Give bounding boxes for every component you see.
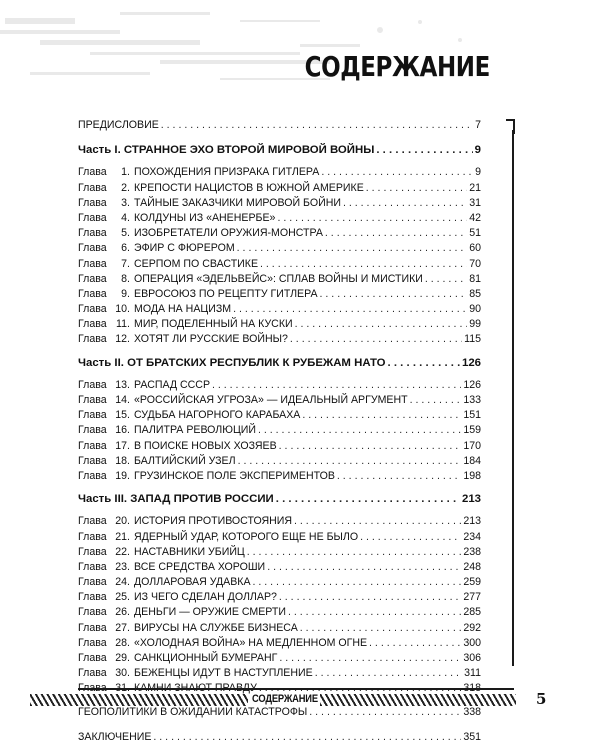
chapter-word: Глава bbox=[78, 333, 107, 346]
toc-chapter bbox=[78, 302, 481, 317]
toc-chapter bbox=[78, 226, 481, 241]
leader-dots bbox=[337, 469, 461, 484]
chapter-entry bbox=[78, 181, 364, 196]
chapter-title: ПАЛИТРА РЕВОЛЮЦИЙ bbox=[134, 424, 257, 437]
preface-page: 7 bbox=[475, 119, 481, 131]
chapter-page: 248 bbox=[463, 560, 481, 573]
chapter-word: Глава bbox=[78, 181, 107, 194]
leader-dots bbox=[212, 378, 461, 393]
chapter-number: 18. bbox=[115, 454, 130, 467]
chapter-number: 16. bbox=[115, 424, 130, 437]
running-title: СОДЕРЖАНИЕ bbox=[252, 693, 318, 705]
toc-chapter bbox=[78, 666, 481, 681]
chapter-entry bbox=[78, 590, 277, 605]
chapter-page: 60 bbox=[469, 242, 481, 255]
toc-chapter bbox=[78, 575, 481, 590]
chapter-page: 170 bbox=[463, 439, 481, 452]
toc-chapter bbox=[78, 196, 481, 211]
chapter-title: СЕРПОМ ПО СВАСТИКЕ bbox=[134, 257, 259, 270]
toc-chapter bbox=[78, 211, 481, 226]
toc-chapter bbox=[78, 469, 481, 484]
chapter-page: 159 bbox=[463, 424, 481, 437]
chapter-entry bbox=[78, 454, 236, 469]
chapter-word: Глава bbox=[78, 303, 107, 316]
chapter-number: 19. bbox=[115, 469, 130, 482]
chapter-word: Глава bbox=[78, 530, 107, 543]
toc-chapter bbox=[78, 393, 481, 408]
chapter-number: 29. bbox=[115, 652, 130, 664]
chapter-title: ИСТОРИЯ ПРОТИВОСТОЯНИЯ bbox=[134, 515, 293, 528]
leader-dots bbox=[325, 226, 467, 241]
chapter-page: 213 bbox=[463, 515, 481, 528]
toc-chapter bbox=[78, 317, 481, 332]
chapter-title: ТАЙНЫЕ ЗАКАЗЧИКИ МИРОВОЙ БОЙНИ bbox=[134, 196, 341, 209]
toc-chapter bbox=[78, 514, 481, 529]
toc-chapter bbox=[78, 605, 481, 620]
chapter-word: Глава bbox=[78, 439, 107, 452]
conclusion-page: 351 bbox=[463, 730, 481, 743]
chapter-entry bbox=[78, 241, 235, 256]
toc-chapter bbox=[78, 530, 481, 545]
chapter-page: 126 bbox=[463, 378, 481, 391]
leader-dots bbox=[309, 705, 461, 720]
chapter-number: 6. bbox=[121, 242, 130, 255]
leader-dots bbox=[153, 730, 461, 745]
chapter-page: 99 bbox=[469, 318, 481, 331]
chapter-entry bbox=[78, 378, 210, 393]
chapter-word: Глава bbox=[78, 560, 107, 573]
chapter-title: ОПЕРАЦИЯ «ЭДЕЛЬВЕЙС»: СПЛАВ ВОЙНЫ И МИСТИКИ bbox=[134, 272, 423, 285]
chapter-page: 277 bbox=[463, 591, 481, 604]
chapter-word: Глава bbox=[78, 545, 107, 558]
chapter-page: 81 bbox=[469, 272, 481, 285]
leader-dots bbox=[410, 393, 462, 408]
chapter-page: 115 bbox=[464, 333, 481, 346]
leader-dots bbox=[321, 165, 473, 180]
chapter-entry bbox=[78, 165, 319, 180]
chapter-entry bbox=[78, 393, 408, 408]
grunge-corner-decoration bbox=[0, 0, 600, 130]
leader-dots bbox=[288, 605, 461, 620]
chapter-title: БЕЖЕНЦЫ ИДУТ В НАСТУПЛЕНИЕ bbox=[134, 667, 313, 680]
footer-hatch-right bbox=[320, 694, 516, 706]
preface-label: ПРЕДИСЛОВИЕ bbox=[78, 119, 159, 131]
chapter-number: 23. bbox=[115, 560, 130, 573]
chapter-page: 300 bbox=[463, 636, 481, 649]
leader-dots bbox=[277, 211, 467, 226]
chapter-word: Глава bbox=[78, 166, 107, 179]
chapter-entry bbox=[78, 651, 277, 666]
chapter-title: БАЛТИЙСКИЙ УЗЕЛ bbox=[134, 454, 236, 467]
chapter-page: 42 bbox=[469, 211, 481, 224]
chapter-word: Глава bbox=[78, 227, 107, 240]
leader-dots bbox=[238, 454, 462, 469]
toc-geopolitics bbox=[78, 705, 481, 720]
part-label: Часть II. ОТ БРАТСКИХ РЕСПУБЛИК К РУБЕЖАМ НАТО bbox=[78, 356, 386, 369]
chapter-number: 7. bbox=[121, 257, 130, 270]
toc-chapter bbox=[78, 287, 481, 302]
chapter-number: 5. bbox=[121, 227, 130, 240]
chapter-title: САНКЦИОННЫЙ БУМЕРАНГ bbox=[134, 652, 278, 664]
chapter-number: 1. bbox=[121, 166, 130, 179]
table-of-contents bbox=[78, 118, 481, 745]
chapter-number: 3. bbox=[121, 196, 130, 209]
toc-chapter bbox=[78, 651, 481, 666]
leader-dots bbox=[258, 423, 461, 438]
part-page: 126 bbox=[461, 356, 481, 369]
leader-dots bbox=[279, 439, 462, 454]
chapter-title: СУДЬБА НАГОРНОГО КАРАБАХА bbox=[134, 409, 301, 422]
geopolitics-label: ГЕОПОЛИТИКИ В ОЖИДАНИИ КАТАСТРОФЫ bbox=[78, 705, 308, 718]
footer-rule bbox=[78, 688, 514, 690]
chapter-number: 20. bbox=[115, 515, 130, 528]
toc-chapter bbox=[78, 636, 481, 651]
chapter-title: НАСТАВНИКИ УБИЙЦ bbox=[134, 545, 245, 558]
chapter-page: 90 bbox=[469, 303, 481, 316]
chapter-entry bbox=[78, 514, 292, 529]
chapter-number: 28. bbox=[115, 636, 130, 649]
chapter-title: ГРУЗИНСКОЕ ПОЛЕ ЭКСПЕРИМЕНТОВ bbox=[134, 469, 335, 482]
chapter-page: 285 bbox=[463, 606, 481, 619]
chapter-page: 311 bbox=[464, 667, 481, 680]
chapter-entry bbox=[78, 196, 341, 211]
chapter-word: Глава bbox=[78, 272, 107, 285]
leader-dots bbox=[237, 241, 468, 256]
chapter-number: 11. bbox=[116, 318, 130, 331]
part-label: Часть III. ЗАПАД ПРОТИВ РОССИИ bbox=[78, 493, 274, 506]
chapter-number: 15. bbox=[115, 409, 130, 422]
chapter-entry bbox=[78, 408, 300, 423]
leader-dots bbox=[366, 181, 467, 196]
chapter-word: Глава bbox=[78, 242, 107, 255]
chapter-word: Глава bbox=[78, 409, 107, 422]
chapter-title: ДЕНЬГИ — ОРУЖИЕ СМЕРТИ bbox=[134, 606, 286, 619]
chapter-title: ВИРУСЫ НА СЛУЖБЕ БИЗНЕСА bbox=[134, 621, 298, 634]
chapter-entry bbox=[78, 211, 275, 226]
leader-dots bbox=[295, 317, 468, 332]
chapter-page: 238 bbox=[463, 545, 481, 558]
part-label: Часть I. СТРАННОЕ ЭХО ВТОРОЙ МИРОВОЙ ВОЙНЫ bbox=[78, 144, 375, 157]
toc-conclusion bbox=[78, 730, 481, 745]
chapter-entry bbox=[78, 287, 318, 302]
leader-dots bbox=[320, 287, 468, 302]
chapter-entry bbox=[78, 666, 313, 681]
toc-chapter bbox=[78, 408, 481, 423]
chapter-number: 12. bbox=[115, 333, 130, 346]
chapter-title: ИЗ ЧЕГО СДЕЛАН ДОЛЛАР? bbox=[134, 591, 277, 604]
leader-dots bbox=[369, 636, 461, 651]
chapter-title: КОЛДУНЫ ИЗ «АНЕНЕРБЕ» bbox=[134, 211, 276, 224]
chapter-word: Глава bbox=[78, 211, 107, 224]
chapter-title: ХОТЯТ ЛИ РУССКИЕ ВОЙНЫ? bbox=[134, 333, 288, 346]
chapter-number: 13. bbox=[115, 378, 130, 391]
chapter-number: 4. bbox=[121, 211, 130, 224]
chapter-title: ВСЕ СРЕДСТВА ХОРОШИ bbox=[134, 560, 266, 573]
chapter-title: КРЕПОСТИ НАЦИСТОВ В ЮЖНОЙ АМЕРИКЕ bbox=[134, 181, 364, 194]
leader-dots bbox=[376, 143, 472, 158]
chapter-entry bbox=[78, 621, 298, 636]
chapter-word: Глава bbox=[78, 515, 107, 528]
chapter-title: МИР, ПОДЕЛЕННЫЙ НА КУСКИ bbox=[134, 318, 293, 331]
chapter-entry bbox=[78, 469, 335, 484]
toc-chapter bbox=[78, 545, 481, 560]
page-number: 5 bbox=[536, 690, 547, 708]
chapter-page: 306 bbox=[463, 652, 481, 664]
leader-dots bbox=[260, 257, 467, 272]
chapter-page: 51 bbox=[469, 227, 481, 240]
chapter-entry bbox=[78, 560, 265, 575]
chapter-title: ЕВРОСОЮЗ ПО РЕЦЕПТУ ГИТЛЕРА bbox=[134, 287, 318, 300]
toc-part bbox=[78, 356, 481, 371]
chapter-entry bbox=[78, 226, 323, 241]
chapter-word: Глава bbox=[78, 591, 107, 604]
leader-dots bbox=[233, 302, 467, 317]
leader-dots bbox=[161, 118, 473, 133]
toc-preface bbox=[78, 118, 481, 133]
leader-dots bbox=[315, 666, 462, 681]
toc-part bbox=[78, 143, 481, 158]
chapter-word: Глава bbox=[78, 394, 107, 406]
toc-chapter bbox=[78, 454, 481, 469]
chapter-entry bbox=[78, 423, 256, 438]
chapter-page: 198 bbox=[463, 469, 481, 482]
leader-dots bbox=[425, 272, 467, 287]
leader-dots bbox=[302, 408, 461, 423]
chapter-word: Глава bbox=[78, 576, 107, 589]
chapter-page: 234 bbox=[463, 530, 481, 543]
leader-dots bbox=[300, 621, 462, 636]
chapter-entry bbox=[78, 317, 293, 332]
leader-dots bbox=[290, 332, 462, 347]
chapter-entry bbox=[78, 545, 245, 560]
part-page: 9 bbox=[474, 144, 481, 157]
chapter-number: 8. bbox=[121, 272, 130, 285]
chapter-title: «РОССИЙСКАЯ УГРОЗА» — ИДЕАЛЬНЫЙ АРГУМЕНТ bbox=[134, 394, 408, 406]
chapter-number: 30. bbox=[115, 667, 130, 680]
chapter-page: 85 bbox=[469, 287, 481, 300]
chapter-page: 259 bbox=[463, 576, 481, 589]
leader-dots bbox=[247, 545, 462, 560]
chapter-word: Глава bbox=[78, 378, 107, 391]
chapter-number: 25. bbox=[115, 591, 130, 604]
chapter-title: ДОЛЛАРОВАЯ УДАВКА bbox=[134, 576, 251, 589]
chapter-word: Глава bbox=[78, 424, 107, 437]
chapter-page: 21 bbox=[469, 181, 481, 194]
chapter-title: ИЗОБРЕТАТЕЛИ ОРУЖИЯ-МОНСТРА bbox=[134, 227, 323, 240]
geopolitics-page: 338 bbox=[463, 705, 481, 718]
chapter-number: 17. bbox=[115, 439, 130, 452]
chapter-word: Глава bbox=[78, 454, 107, 467]
chapter-word: Глава bbox=[78, 652, 107, 664]
chapter-title: «ХОЛОДНАЯ ВОЙНА» НА МЕДЛЕННОМ ОГНЕ bbox=[134, 636, 368, 649]
part-page: 213 bbox=[461, 493, 481, 506]
chapter-number: 2. bbox=[121, 181, 130, 194]
chapter-number: 26. bbox=[115, 606, 130, 619]
chapter-page: 9 bbox=[475, 166, 481, 179]
chapter-entry bbox=[78, 302, 231, 317]
chapter-entry bbox=[78, 575, 251, 590]
leader-dots bbox=[279, 590, 461, 605]
leader-dots bbox=[388, 356, 460, 371]
chapter-entry bbox=[78, 257, 258, 272]
leader-dots bbox=[253, 575, 462, 590]
chapter-number: 9. bbox=[121, 287, 130, 300]
toc-chapter bbox=[78, 378, 481, 393]
chapter-number: 10. bbox=[115, 303, 130, 316]
parts-list bbox=[78, 143, 481, 704]
corner-mark-top bbox=[506, 118, 516, 134]
toc-chapter bbox=[78, 165, 481, 180]
right-border-rule bbox=[512, 130, 514, 666]
leader-dots bbox=[343, 196, 467, 211]
leader-dots bbox=[279, 651, 461, 666]
chapter-page: 133 bbox=[463, 394, 481, 406]
toc-chapter bbox=[78, 272, 481, 287]
conclusion-label: ЗАКЛЮЧЕНИЕ bbox=[78, 730, 152, 743]
toc-chapter bbox=[78, 241, 481, 256]
chapter-title: ЭФИР С ФЮРЕРОМ bbox=[134, 242, 235, 255]
chapter-number: 21. bbox=[115, 530, 130, 543]
chapter-word: Глава bbox=[78, 667, 107, 680]
chapter-word: Глава bbox=[78, 287, 107, 300]
chapter-title: ПОХОЖДЕНИЯ ПРИЗРАКА ГИТЛЕРА bbox=[134, 166, 320, 179]
toc-chapter bbox=[78, 181, 481, 196]
chapter-entry bbox=[78, 332, 288, 347]
chapter-title: РАСПАД СССР bbox=[134, 378, 211, 391]
toc-chapter bbox=[78, 621, 481, 636]
chapter-number: 14. bbox=[115, 394, 130, 406]
chapter-page: 70 bbox=[469, 257, 481, 270]
chapter-entry bbox=[78, 439, 277, 454]
page-title: СОДЕРЖАНИЕ bbox=[304, 50, 490, 83]
leader-dots bbox=[294, 514, 461, 529]
chapter-page: 184 bbox=[463, 454, 481, 467]
toc-chapter bbox=[78, 560, 481, 575]
toc-chapter bbox=[78, 590, 481, 605]
leader-dots bbox=[360, 530, 461, 545]
chapter-title: МОДА НА НАЦИЗМ bbox=[134, 303, 232, 316]
chapter-word: Глава bbox=[78, 606, 107, 619]
chapter-word: Глава bbox=[78, 621, 107, 634]
chapter-word: Глава bbox=[78, 636, 107, 649]
toc-part bbox=[78, 492, 481, 507]
chapter-entry bbox=[78, 272, 423, 287]
chapter-title: ЯДЕРНЫЙ УДАР, КОТОРОГО ЕЩЕ НЕ БЫЛО bbox=[134, 530, 359, 543]
chapter-entry bbox=[78, 530, 358, 545]
toc-chapter bbox=[78, 423, 481, 438]
toc-chapter bbox=[78, 439, 481, 454]
leader-dots bbox=[276, 492, 460, 507]
chapter-word: Глава bbox=[78, 257, 107, 270]
chapter-number: 24. bbox=[115, 576, 130, 589]
toc-chapter bbox=[78, 332, 481, 347]
chapter-word: Глава bbox=[78, 318, 107, 331]
footer-hatch-left bbox=[30, 694, 248, 706]
chapter-word: Глава bbox=[78, 469, 107, 482]
toc-chapter bbox=[78, 257, 481, 272]
chapter-number: 27. bbox=[115, 621, 130, 634]
chapter-number: 22. bbox=[115, 545, 130, 558]
chapter-entry bbox=[78, 605, 286, 620]
chapter-page: 151 bbox=[463, 409, 481, 422]
chapter-page: 292 bbox=[463, 621, 481, 634]
chapter-page: 31 bbox=[469, 196, 481, 209]
chapter-title: В ПОИСКЕ НОВЫХ ХОЗЯЕВ bbox=[134, 439, 277, 452]
chapter-word: Глава bbox=[78, 196, 107, 209]
chapter-entry bbox=[78, 636, 367, 651]
leader-dots bbox=[267, 560, 461, 575]
